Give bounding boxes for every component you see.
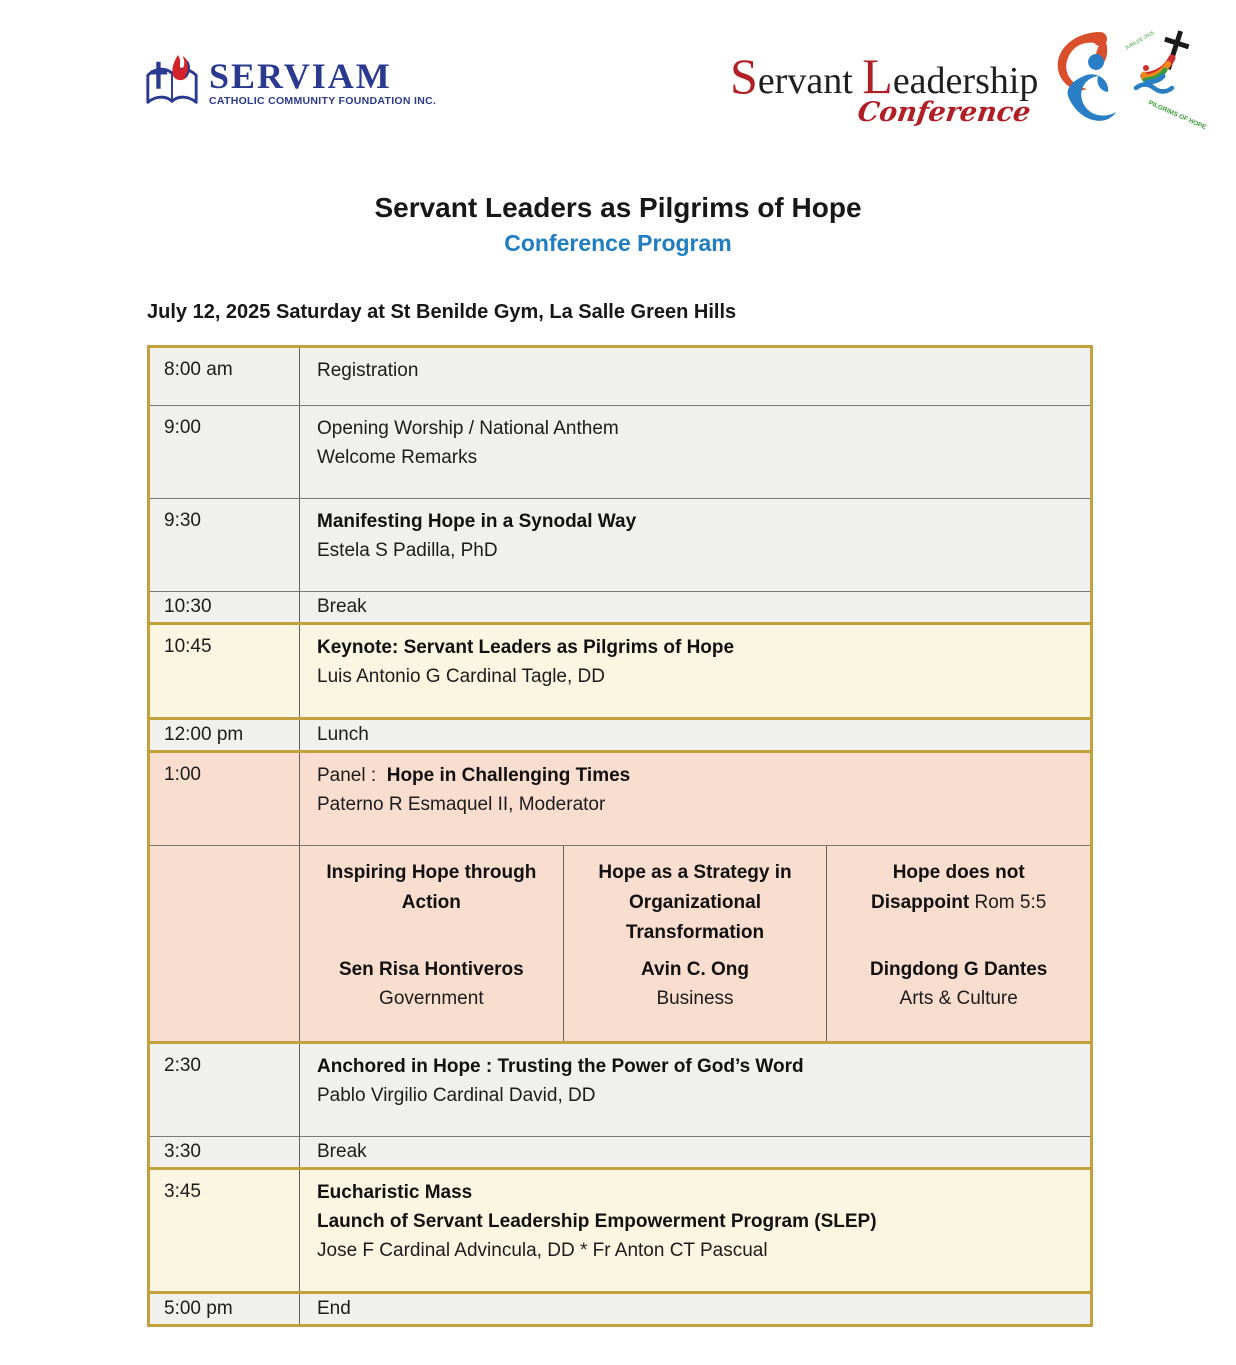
event-text-bold: Eucharistic Mass bbox=[317, 1182, 473, 1203]
panel-topic-title bbox=[316, 858, 547, 918]
logo-letter: ervant bbox=[757, 60, 863, 102]
panel-column bbox=[300, 846, 563, 1041]
time-cell: 9:00 bbox=[150, 406, 300, 498]
panel-speaker-sector: Business bbox=[656, 988, 734, 1009]
panel-speaker-name: Avin C. Ong bbox=[640, 959, 750, 980]
panel-speaker-block bbox=[641, 955, 749, 1013]
conference-swirl-icon bbox=[1040, 28, 1118, 132]
panel-speaker-name: Sen Risa Hontiveros bbox=[338, 959, 524, 980]
serviam-logo bbox=[143, 52, 436, 114]
time-cell: 9:30 bbox=[150, 499, 300, 591]
event-text-bold: Hope in Challenging Times bbox=[386, 765, 631, 786]
event-text-bold: Hope does not Disappoint bbox=[871, 862, 1025, 913]
event-cell bbox=[300, 348, 1090, 405]
event-line bbox=[317, 507, 1076, 536]
logo-accent-letter: L bbox=[862, 48, 893, 104]
event-line bbox=[317, 722, 1076, 747]
time-cell: 1:00 bbox=[150, 753, 300, 845]
event-cell bbox=[300, 1137, 1090, 1167]
serviam-logo-text bbox=[209, 56, 437, 107]
schedule-row bbox=[150, 622, 1090, 717]
panel-speaker-name: Dingdong G Dantes bbox=[870, 959, 1048, 980]
event-cell bbox=[300, 592, 1090, 622]
event-line bbox=[317, 356, 1076, 385]
schedule-row bbox=[150, 1136, 1090, 1167]
event-text-bold: Launch of Servant Leadership Empowerment Program (SLEP) bbox=[317, 1211, 877, 1232]
event-cell bbox=[300, 720, 1090, 750]
panel-column bbox=[563, 846, 827, 1041]
event-line bbox=[317, 443, 1076, 472]
event-line bbox=[317, 662, 1076, 691]
event-text: Paterno R Esmaquel II, Moderator bbox=[317, 794, 606, 815]
event-line bbox=[317, 1178, 1076, 1207]
event-text: Jose F Cardinal Advincula, DD * Fr Anton CT Pascual bbox=[317, 1240, 768, 1261]
schedule-table bbox=[147, 345, 1093, 1327]
conference-logo-title bbox=[730, 48, 1039, 104]
schedule-row bbox=[150, 1291, 1090, 1324]
event-line bbox=[317, 1207, 1076, 1236]
event-text-bold: Inspiring Hope through Action bbox=[326, 862, 537, 913]
schedule-row bbox=[150, 845, 1090, 1041]
event-line bbox=[317, 536, 1076, 565]
page-title: Servant Leaders as Pilgrims of Hope bbox=[374, 192, 862, 223]
time-cell: 5:00 pm bbox=[150, 1294, 300, 1324]
panel-speaker-sector: Arts & Culture bbox=[899, 988, 1018, 1009]
event-line bbox=[317, 1236, 1076, 1265]
conference-logo-text bbox=[730, 48, 1039, 128]
event-text: Rom 5:5 bbox=[969, 892, 1047, 913]
event-text: Opening Worship / National Anthem bbox=[317, 418, 619, 439]
event-text: Lunch bbox=[317, 724, 369, 745]
event-line bbox=[317, 1296, 1076, 1321]
time-cell: 2:30 bbox=[150, 1044, 300, 1136]
schedule-row bbox=[150, 348, 1090, 405]
event-cell bbox=[300, 753, 1090, 845]
time-cell: 12:00 pm bbox=[150, 720, 300, 750]
conference-logo-script: Conference bbox=[855, 97, 1033, 128]
event-line bbox=[317, 1081, 1076, 1110]
schedule-row bbox=[150, 1167, 1090, 1291]
panel-speaker-block bbox=[339, 955, 524, 1013]
event-cell bbox=[300, 1044, 1090, 1136]
schedule-row bbox=[150, 750, 1090, 845]
time-cell: 10:45 bbox=[150, 625, 300, 717]
time-cell: 10:30 bbox=[150, 592, 300, 622]
event-line bbox=[317, 790, 1076, 819]
schedule-row bbox=[150, 498, 1090, 591]
event-text-bold: Hope as a Strategy in Organizational Transformation bbox=[598, 862, 792, 943]
panel-speaker-block bbox=[870, 955, 1047, 1013]
event-cell bbox=[300, 625, 1090, 717]
event-cell bbox=[300, 1170, 1090, 1291]
event-text: Break bbox=[317, 1141, 367, 1162]
serviam-foundation-label: CATHOLIC COMMUNITY FOUNDATION INC. bbox=[209, 95, 437, 107]
event-cell bbox=[300, 1294, 1090, 1324]
event-line bbox=[317, 594, 1076, 619]
event-text: Welcome Remarks bbox=[317, 447, 478, 468]
logo-letter: eadership bbox=[892, 60, 1039, 102]
panel-topic-title bbox=[843, 858, 1074, 918]
event-text: Pablo Virgilio Cardinal David, DD bbox=[317, 1085, 596, 1106]
schedule-row bbox=[150, 717, 1090, 750]
event-text: Break bbox=[317, 596, 367, 617]
event-text-bold: Manifesting Hope in a Synodal Way bbox=[317, 511, 637, 532]
event-cell bbox=[300, 499, 1090, 591]
event-cell bbox=[300, 406, 1090, 498]
servant-leadership-conference-logo bbox=[730, 28, 1208, 132]
time-cell: 3:30 bbox=[150, 1137, 300, 1167]
event-line bbox=[317, 633, 1076, 662]
event-text: Luis Antonio G Cardinal Tagle, DD bbox=[317, 666, 605, 687]
event-text-bold: Keynote: Servant Leaders as Pilgrims of Hope bbox=[317, 637, 735, 658]
event-date-location: July 12, 2025 Saturday at St Benilde Gym, La Salle Green Hills bbox=[147, 301, 737, 323]
time-cell: 3:45 bbox=[150, 1170, 300, 1291]
jubilee-label-text: PILGRIMS OF HOPE bbox=[1147, 99, 1208, 132]
serviam-book-flame-icon bbox=[143, 52, 201, 114]
schedule-row bbox=[150, 591, 1090, 622]
page-subtitle: Conference Program bbox=[504, 230, 732, 256]
panel-columns bbox=[300, 846, 1090, 1041]
panel-column bbox=[826, 846, 1090, 1041]
panel-topic-title bbox=[580, 858, 811, 948]
event-text: Estela S Padilla, PhD bbox=[317, 540, 498, 561]
event-line bbox=[317, 414, 1076, 443]
event-line bbox=[317, 1139, 1076, 1164]
serviam-wordmark: SERVIAM bbox=[209, 56, 392, 96]
schedule-row bbox=[150, 405, 1090, 498]
event-line bbox=[317, 1052, 1076, 1081]
event-text: Registration bbox=[317, 360, 419, 381]
event-text-bold: Anchored in Hope : Trusting the Power of God’s Word bbox=[317, 1056, 804, 1077]
event-line bbox=[317, 761, 1076, 790]
schedule-row bbox=[150, 1041, 1090, 1136]
time-cell: 8:00 am bbox=[150, 348, 300, 405]
svg-text:JUBILEE 2025: JUBILEE 2025 bbox=[1124, 30, 1156, 52]
jubilee-pilgrims-of-hope-icon bbox=[1118, 28, 1208, 132]
panel-speaker-sector: Government bbox=[379, 988, 484, 1009]
logo-accent-letter: S bbox=[730, 48, 758, 104]
event-text: End bbox=[317, 1298, 351, 1319]
time-cell bbox=[150, 846, 300, 1041]
event-text: Panel : bbox=[317, 765, 387, 786]
